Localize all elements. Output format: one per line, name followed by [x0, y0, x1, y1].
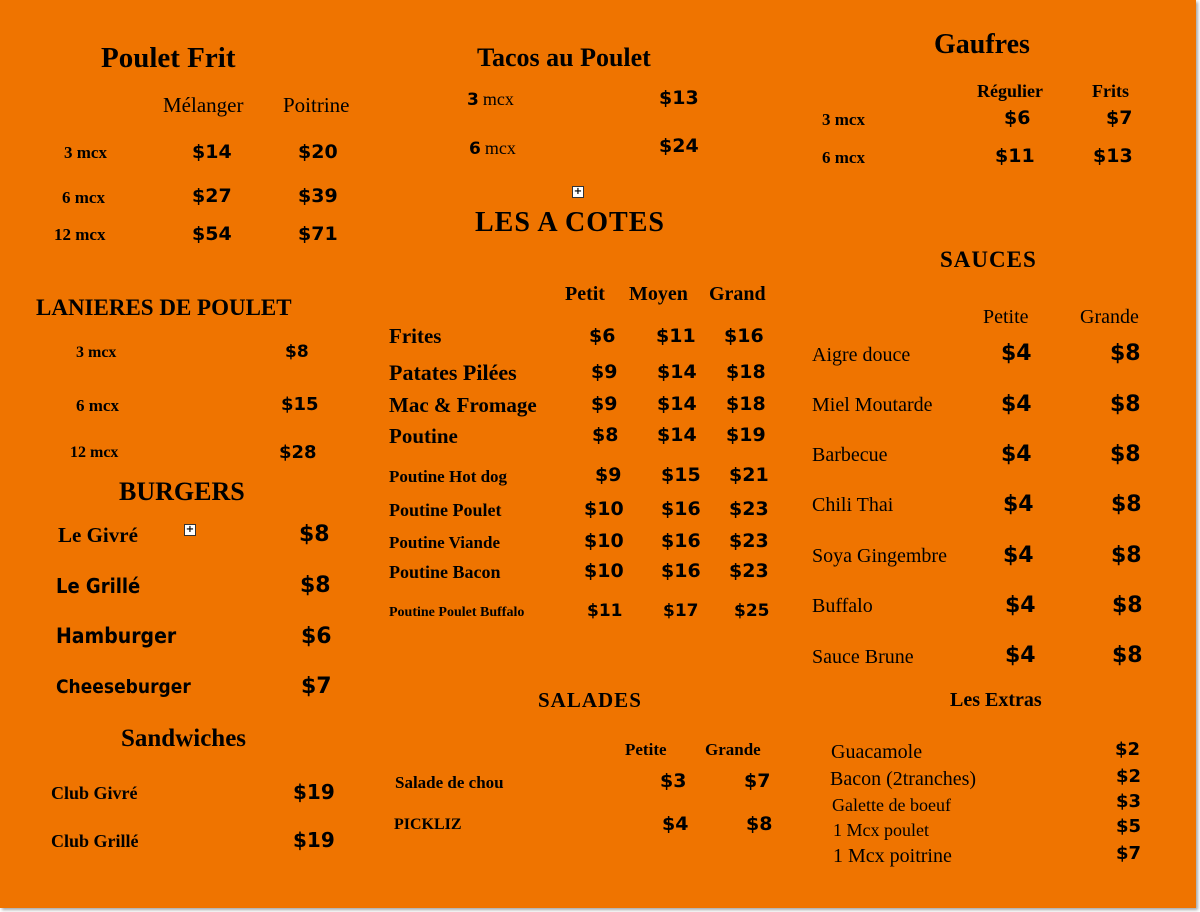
sauce-price: $4 — [1003, 543, 1034, 568]
lanieres-title: LANIERES DE POULET — [36, 295, 292, 320]
cotes-price: $23 — [729, 530, 769, 552]
tacos-price: $13 — [659, 87, 699, 109]
poulet-frit-row-label: 3 mcx — [64, 143, 107, 162]
poulet-frit-row-label: 12 mcx — [54, 225, 106, 244]
cotes-label: Poutine Poulet — [389, 500, 502, 520]
cotes-col-grand: Grand — [709, 283, 766, 305]
plus-box-icon[interactable]: + — [185, 524, 195, 535]
cotes-price: $9 — [591, 393, 618, 415]
extra-price: $7 — [1116, 843, 1142, 864]
tacos-price: $24 — [659, 135, 699, 157]
sauce-price: $8 — [1111, 492, 1142, 517]
gaufres-price: $6 — [1004, 107, 1031, 129]
lanieres-price: $28 — [279, 442, 317, 463]
salade-label: Salade de chou — [395, 773, 504, 792]
cotes-price: $25 — [734, 601, 770, 621]
cotes-label: Poutine Bacon — [389, 562, 501, 582]
lanieres-price: $15 — [281, 394, 319, 415]
cotes-price: $18 — [726, 361, 766, 383]
cotes-label: Frites — [389, 324, 442, 348]
poulet-frit-price: $27 — [192, 185, 232, 207]
salade-price: $7 — [744, 770, 771, 792]
sandwich-price: $19 — [293, 780, 335, 804]
cotes-price: $18 — [726, 393, 766, 415]
sandwich-price: $19 — [293, 828, 335, 852]
sauce-price: $8 — [1110, 392, 1141, 417]
sauce-label: Soya Gingembre — [812, 545, 947, 567]
tacos-qty: 3 — [467, 90, 479, 110]
extra-price: $3 — [1116, 791, 1142, 812]
gaufres-col-frits: Frits — [1092, 81, 1129, 101]
lanieres-row-label: 3 mcx — [76, 344, 117, 361]
cotes-price: $11 — [656, 325, 696, 347]
cotes-price: $15 — [661, 464, 701, 486]
cotes-col-petit: Petit — [565, 283, 605, 305]
tacos-row — [469, 139, 516, 158]
salade-price: $3 — [660, 770, 687, 792]
tacos-unit: mcx — [482, 89, 514, 109]
tacos-row — [467, 90, 514, 109]
sauce-price: $4 — [1003, 492, 1034, 517]
sandwiches-title: Sandwiches — [121, 725, 247, 752]
poulet-frit-price: $54 — [192, 223, 232, 245]
cotes-label: Mac & Fromage — [389, 393, 537, 417]
cotes-price: $21 — [729, 464, 769, 486]
extra-label: Bacon (2tranches) — [830, 768, 977, 790]
sauce-price: $8 — [1112, 593, 1143, 618]
burger-price: $7 — [301, 674, 332, 699]
cotes-price: $9 — [595, 464, 622, 486]
burger-price: $8 — [300, 573, 331, 598]
sauce-price: $8 — [1112, 643, 1143, 668]
tacos-unit: mcx — [484, 138, 516, 158]
cotes-label: Patates Pilées — [389, 360, 517, 385]
sauce-price: $4 — [1001, 341, 1032, 366]
sauce-label: Chili Thai — [812, 494, 894, 516]
plus-box-icon[interactable]: + — [573, 186, 583, 197]
cotes-price: $10 — [584, 530, 624, 552]
sauce-price: $4 — [1001, 442, 1032, 467]
sauce-label: Miel Moutarde — [812, 394, 933, 416]
cotes-price: $10 — [584, 560, 624, 582]
gaufres-col-regulier: Régulier — [977, 81, 1043, 101]
gaufres-title: Gaufres — [934, 29, 1030, 60]
cotes-price: $8 — [592, 424, 619, 446]
poulet-frit-title: Poulet Frit — [101, 42, 236, 74]
gaufres-price: $13 — [1093, 145, 1133, 167]
gaufres-price: $11 — [995, 145, 1035, 167]
sauce-label: Buffalo — [812, 595, 873, 617]
salades-col-petite: Petite — [625, 740, 667, 759]
sauce-label: Aigre douce — [812, 344, 911, 366]
extra-price: $2 — [1115, 739, 1141, 760]
cotes-price: $14 — [657, 424, 697, 446]
cotes-price: $9 — [591, 361, 618, 383]
gaufres-row-label: 3 mcx — [822, 110, 865, 129]
cotes-price: $16 — [661, 560, 701, 582]
sauce-price: $8 — [1110, 442, 1141, 467]
cotes-label: Poutine Poulet Buffalo — [389, 605, 525, 620]
sauce-price: $8 — [1111, 543, 1142, 568]
burger-label: Cheeseburger — [56, 676, 191, 698]
sauce-price: $4 — [1001, 392, 1032, 417]
salade-price: $8 — [746, 813, 773, 835]
burger-label: Le Grillé — [56, 574, 141, 598]
cotes-price: $23 — [729, 560, 769, 582]
poulet-frit-col-poitrine: Poitrine — [283, 93, 350, 117]
poulet-frit-price: $14 — [192, 141, 232, 163]
sauce-price: $8 — [1110, 341, 1141, 366]
cotes-price: $17 — [663, 601, 699, 621]
cotes-price: $23 — [729, 498, 769, 520]
sauce-label: Barbecue — [812, 444, 888, 466]
cotes-price: $19 — [726, 424, 766, 446]
sauce-price: $4 — [1005, 643, 1036, 668]
gaufres-price: $7 — [1106, 107, 1133, 129]
cotes-title: LES A COTES — [475, 207, 665, 238]
sauces-title: SAUCES — [940, 247, 1037, 272]
cotes-price: $14 — [657, 393, 697, 415]
burger-price: $6 — [301, 624, 332, 649]
extra-label: 1 Mcx poulet — [833, 820, 929, 840]
poulet-frit-row-label: 6 mcx — [62, 188, 105, 207]
burger-label: Le Givré — [58, 523, 138, 547]
poulet-frit-price: $20 — [298, 141, 338, 163]
lanieres-price: $8 — [285, 342, 309, 362]
sauce-label: Sauce Brune — [812, 646, 914, 668]
cotes-col-moyen: Moyen — [629, 283, 688, 305]
poulet-frit-col-melanger: Mélanger — [163, 93, 244, 117]
salade-price: $4 — [662, 813, 689, 835]
sauce-price: $4 — [1005, 593, 1036, 618]
extra-label: Guacamole — [831, 741, 923, 763]
cotes-price: $6 — [589, 325, 616, 347]
cotes-label: Poutine Viande — [389, 533, 500, 552]
tacos-qty: 6 — [469, 139, 481, 159]
cotes-price: $16 — [724, 325, 764, 347]
lanieres-row-label: 12 mcx — [70, 444, 119, 461]
cotes-price: $16 — [661, 530, 701, 552]
cotes-label: Poutine Hot dog — [389, 467, 508, 486]
cotes-price: $10 — [584, 498, 624, 520]
gaufres-row-label: 6 mcx — [822, 148, 865, 167]
lanieres-row-label: 6 mcx — [76, 396, 119, 415]
cotes-price: $14 — [657, 361, 697, 383]
sandwich-label: Club Grillé — [51, 831, 139, 851]
extra-label: Galette de boeuf — [832, 795, 951, 815]
extra-price: $2 — [1116, 766, 1142, 787]
burgers-title: BURGERS — [119, 477, 245, 506]
poulet-frit-price: $71 — [298, 223, 338, 245]
poulet-frit-price: $39 — [298, 185, 338, 207]
salade-label: PICKLIZ — [394, 816, 462, 833]
salades-title: SALADES — [538, 688, 642, 712]
tacos-title: Tacos au Poulet — [477, 43, 651, 72]
sauces-col-grande: Grande — [1080, 306, 1139, 328]
cotes-price: $16 — [661, 498, 701, 520]
salades-col-grande: Grande — [705, 740, 761, 759]
sandwich-label: Club Givré — [51, 783, 138, 803]
sauces-col-petite: Petite — [983, 306, 1029, 328]
extra-price: $5 — [1116, 816, 1142, 837]
extras-title: Les Extras — [950, 689, 1042, 711]
burger-label: Hamburger — [56, 624, 177, 648]
cotes-price: $11 — [587, 601, 623, 621]
extra-label: 1 Mcx poitrine — [833, 845, 952, 867]
cotes-label: Poutine — [389, 424, 458, 448]
burger-price: $8 — [299, 522, 330, 547]
